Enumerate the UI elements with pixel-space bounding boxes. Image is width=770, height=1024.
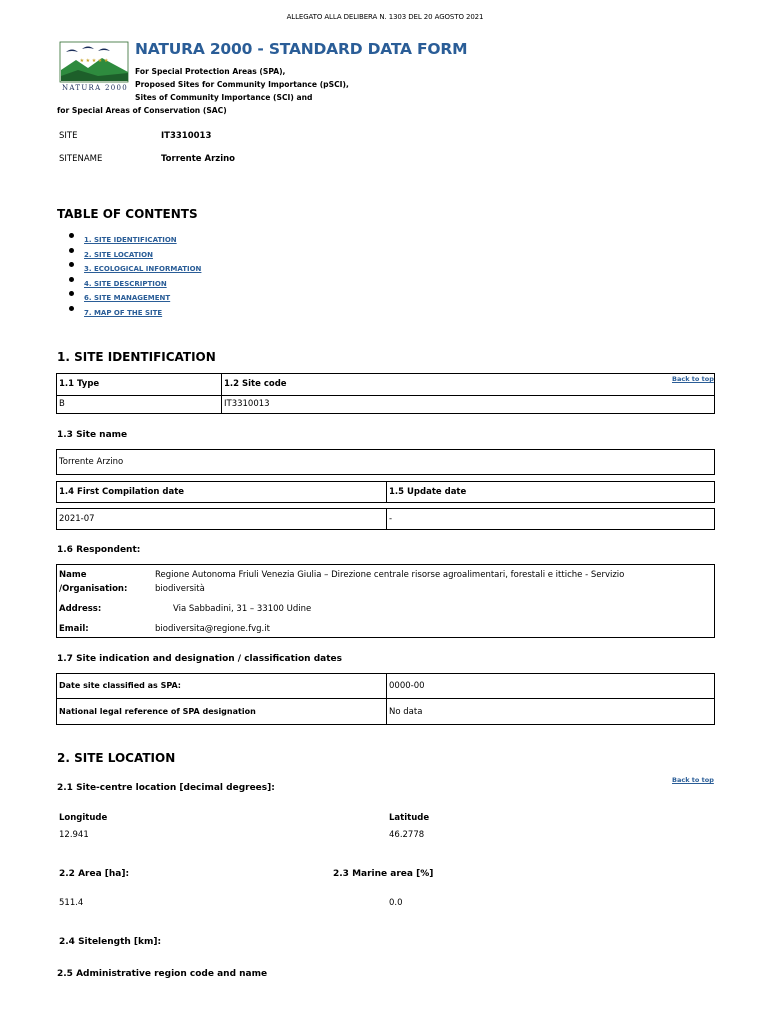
bullet-icon: [69, 277, 74, 282]
spa-reference-value: No data: [389, 707, 423, 717]
toc-link-ecological-information[interactable]: 3. ECOLOGICAL INFORMATION: [84, 265, 202, 274]
spa-date-value: 0000-00: [389, 681, 425, 691]
marine-area-value: 0.0: [389, 898, 403, 908]
marine-area-label: 2.3 Marine area [%]: [333, 869, 434, 879]
sitename-value: Torrente Arzino: [161, 154, 236, 164]
toc-item[interactable]: [84, 294, 201, 309]
first-compilation-value: 2021-07: [59, 514, 95, 524]
first-compilation-label: 1.4 First Compilation date: [59, 487, 185, 497]
resp-name-value-1: Regione Autonoma Friuli Venezia Giulia – Direzione centrale risorse agroalimentari, forestali e ittiche - Servizio: [155, 570, 625, 580]
bullet-icon: [69, 262, 74, 267]
toc-heading: TABLE OF CONTENTS: [57, 207, 198, 221]
resp-name-label-1: Name: [59, 570, 87, 580]
subtitle-line-3: Sites of Community Importance (SCI) and: [135, 93, 313, 102]
update-date-value: -: [389, 514, 393, 524]
type-label: 1.1 Type: [59, 379, 100, 389]
page-title: NATURA 2000 - STANDARD DATA FORM: [135, 40, 468, 58]
resp-name-value-2: biodiversità: [155, 584, 205, 594]
latitude-value: 46.2778: [389, 830, 425, 840]
toc-item[interactable]: [84, 280, 201, 295]
subtitle-line-4: for Special Areas of Conservation (SAC): [57, 106, 227, 115]
designation-label: 1.7 Site indication and designation / classification dates: [57, 654, 342, 664]
table-divider: [386, 673, 387, 725]
site-value: IT3310013: [161, 131, 212, 141]
toc-link-site-management[interactable]: 6. SITE MANAGEMENT: [84, 294, 171, 303]
bullet-icon: [69, 248, 74, 253]
update-date-label: 1.5 Update date: [389, 487, 467, 497]
site-code-label: 1.2 Site code: [224, 379, 287, 389]
spa-reference-label: National legal reference of SPA designation: [59, 707, 256, 716]
subtitle-line-2: Proposed Sites for Community Importance (pSCI),: [135, 80, 349, 89]
resp-address-label: Address:: [59, 604, 102, 614]
site-name-box: [56, 449, 715, 475]
toc-list: [84, 236, 201, 324]
toc-link-site-location[interactable]: 2. SITE LOCATION: [84, 250, 153, 259]
toc-item[interactable]: [84, 236, 201, 251]
respondent-label: 1.6 Respondent:: [57, 545, 141, 555]
back-to-top-link[interactable]: Back to top: [672, 776, 714, 784]
bullet-icon: [69, 291, 74, 296]
resp-name-label-2: /Organisation:: [59, 584, 128, 594]
site-name-label: 1.3 Site name: [57, 430, 128, 440]
admin-region-label: 2.5 Administrative region code and name: [57, 969, 268, 979]
toc-link-site-identification[interactable]: 1. SITE IDENTIFICATION: [84, 236, 177, 244]
section2-heading: 2. SITE LOCATION: [57, 751, 176, 765]
spa-date-label: Date site classified as SPA:: [59, 681, 182, 690]
type-code-table: [56, 373, 715, 414]
toc-link-site-description[interactable]: 4. SITE DESCRIPTION: [84, 279, 167, 288]
section1-heading: 1. SITE IDENTIFICATION: [57, 350, 216, 364]
table-divider: [386, 508, 387, 530]
natura-2000-logo: [58, 40, 130, 96]
back-to-top-link[interactable]: Back to top: [672, 375, 714, 383]
bullet-icon: [69, 306, 74, 311]
toc-link-map-of-site[interactable]: 7. MAP OF THE SITE: [84, 308, 163, 317]
bullet-icon: [69, 233, 74, 238]
toc-item[interactable]: [84, 265, 201, 280]
sitelength-label: 2.4 Sitelength [km]:: [59, 937, 162, 947]
toc-item[interactable]: [84, 309, 201, 324]
resp-email-label: Email:: [59, 624, 89, 634]
toc-item[interactable]: [84, 251, 201, 266]
longitude-value: 12.941: [59, 830, 89, 840]
site-code-value: IT3310013: [224, 399, 270, 409]
area-value: 511.4: [59, 898, 84, 908]
table-divider: [386, 481, 387, 503]
site-name-value: Torrente Arzino: [59, 457, 124, 467]
logo-caption: NATURA 2000: [61, 84, 129, 92]
site-centre-label: 2.1 Site-centre location [decimal degrees]:: [57, 783, 275, 793]
area-label: 2.2 Area [ha]:: [59, 869, 130, 879]
resp-address-value: Via Sabbadini, 31 – 33100 Udine: [173, 604, 312, 614]
svg-text:★ ★ ★ ★ ★: ★ ★ ★ ★ ★: [79, 58, 109, 64]
subtitle-line-1: For Special Protection Areas (SPA),: [135, 67, 286, 76]
table-divider: [56, 395, 715, 396]
site-label: SITE: [59, 131, 78, 141]
resp-email-value: biodiversita@regione.fvg.it: [155, 624, 270, 634]
longitude-label: Longitude: [59, 813, 108, 823]
table-divider: [56, 698, 715, 699]
type-value: B: [59, 399, 65, 409]
latitude-label: Latitude: [389, 813, 430, 823]
page-header: ALLEGATO ALLA DELIBERA N. 1303 DEL 20 AGOSTO 2021: [286, 13, 484, 21]
sitename-label: SITENAME: [59, 154, 103, 164]
table-divider: [221, 373, 222, 414]
